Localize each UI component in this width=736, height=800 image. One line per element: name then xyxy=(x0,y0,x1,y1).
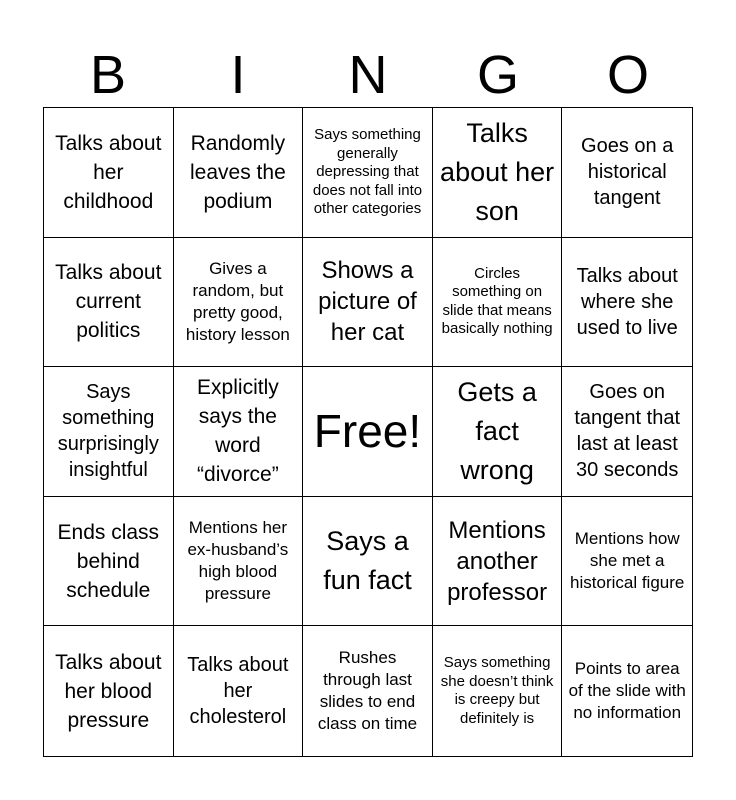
cell-text: Rushes through last slides to end class on time xyxy=(317,648,418,734)
cell-text: Explicitly says the word “divorce” xyxy=(197,376,279,487)
cell-text: Randomly leaves the podium xyxy=(190,131,286,213)
cell-text: Points to area of the slide with no information xyxy=(568,659,686,723)
bingo-cell[interactable] xyxy=(44,367,174,497)
bingo-cell[interactable] xyxy=(174,497,304,627)
bingo-cell[interactable] xyxy=(303,238,433,368)
cell-text: Mentions how she met a historical figure xyxy=(570,529,685,593)
cell-text: Circles something on slide that means basically nothing xyxy=(441,264,553,338)
bingo-cell[interactable] xyxy=(44,497,174,627)
bingo-cell[interactable] xyxy=(44,626,174,756)
bingo-cell[interactable] xyxy=(174,367,304,497)
bingo-cell[interactable] xyxy=(303,626,433,756)
bingo-cell[interactable] xyxy=(433,367,563,497)
cell-text: Shows a picture of her cat xyxy=(318,257,417,347)
header-letter-b: B xyxy=(89,45,127,105)
cell-text: Mentions her ex-husband’s high blood pressure xyxy=(187,518,289,604)
bingo-cell[interactable] xyxy=(562,497,692,627)
cell-text: Goes on tangent that last at least 30 seconds xyxy=(574,381,681,482)
bingo-cell[interactable] xyxy=(562,626,692,756)
bingo-cell[interactable] xyxy=(562,108,692,238)
cell-text: Gets a fact wrong xyxy=(457,376,537,485)
header-letter-i: I xyxy=(230,45,246,105)
bingo-cell[interactable] xyxy=(433,108,563,238)
bingo-cell[interactable] xyxy=(303,108,433,238)
cell-text: Goes on a historical tangent xyxy=(581,135,674,210)
bingo-cell[interactable] xyxy=(174,238,304,368)
cell-text: Says a fun fact xyxy=(323,526,412,596)
cell-text: Talks about her son xyxy=(440,117,555,226)
bingo-cell[interactable] xyxy=(433,238,563,368)
bingo-cell[interactable] xyxy=(174,626,304,756)
bingo-cell[interactable] xyxy=(44,238,174,368)
cell-text: Ends class behind schedule xyxy=(57,520,160,602)
bingo-cell[interactable] xyxy=(433,497,563,627)
cell-text: Says something she doesn’t think is creepy but definitely is xyxy=(440,654,554,727)
bingo-header xyxy=(43,44,693,106)
bingo-cell[interactable] xyxy=(562,367,692,497)
cell-text: Talks about her childhood xyxy=(55,131,162,213)
bingo-cell[interactable] xyxy=(433,626,563,756)
bingo-cell[interactable] xyxy=(174,108,304,238)
cell-text: Talks about where she used to live xyxy=(576,264,678,339)
free-space[interactable] xyxy=(303,367,433,497)
header-letter-o: O xyxy=(606,45,649,105)
cell-text: Talks about her cholesterol xyxy=(187,654,289,729)
cell-text: Gives a random, but pretty good, history lesson xyxy=(185,258,290,344)
bingo-cell[interactable] xyxy=(562,238,692,368)
header-letter-n: N xyxy=(348,45,388,105)
bingo-board xyxy=(43,107,693,757)
cell-text: Talks about current politics xyxy=(55,261,162,343)
bingo-cell[interactable] xyxy=(303,497,433,627)
cell-text: Talks about her blood pressure xyxy=(55,650,162,732)
cell-text: Mentions another professor xyxy=(447,516,548,606)
bingo-cell[interactable] xyxy=(44,108,174,238)
header-letter-g: G xyxy=(476,45,519,105)
free-space-text: Free! xyxy=(313,405,422,458)
cell-text: Says something generally depressing that does not fall into other categories xyxy=(312,126,423,218)
cell-text: Says something surprisingly insightful xyxy=(57,381,159,482)
